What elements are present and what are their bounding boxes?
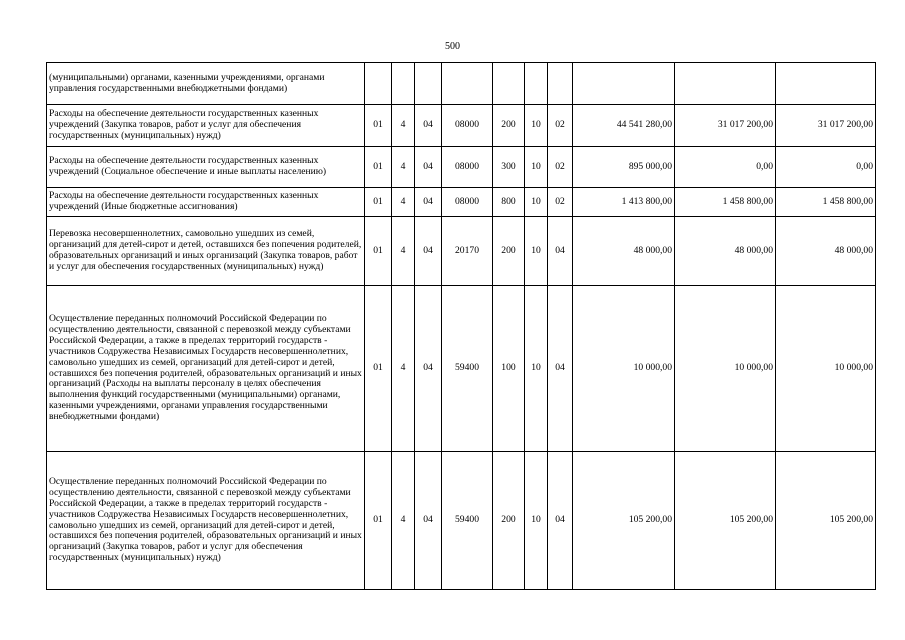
code-cell: 04 <box>548 217 573 286</box>
code-cell <box>525 63 548 105</box>
row-description: (муниципальными) органами, казенными учреждениями, органами управления государственными внебюджетными фондами) <box>47 63 365 105</box>
amount-cell: 1 413 800,00 <box>573 188 675 217</box>
code-cell: 04 <box>548 452 573 590</box>
amount-cell: 10 000,00 <box>776 286 876 452</box>
code-cell: 10 <box>525 217 548 286</box>
code-cell: 01 <box>365 147 392 188</box>
amount-cell <box>573 63 675 105</box>
amount-cell: 31 017 200,00 <box>675 105 776 147</box>
code-cell: 01 <box>365 105 392 147</box>
table-row <box>47 147 876 188</box>
code-cell: 04 <box>415 452 442 590</box>
code-cell: 300 <box>493 147 525 188</box>
code-cell <box>548 63 573 105</box>
amount-cell: 10 000,00 <box>675 286 776 452</box>
table-row <box>47 217 876 286</box>
code-cell: 02 <box>548 188 573 217</box>
code-cell: 4 <box>392 217 415 286</box>
code-cell: 04 <box>415 286 442 452</box>
code-cell: 4 <box>392 147 415 188</box>
code-cell: 10 <box>525 147 548 188</box>
code-cell: 01 <box>365 286 392 452</box>
amount-cell: 1 458 800,00 <box>776 188 876 217</box>
table-row <box>47 105 876 147</box>
code-cell: 10 <box>525 188 548 217</box>
code-cell: 4 <box>392 188 415 217</box>
code-cell: 04 <box>415 105 442 147</box>
budget-table <box>46 62 876 590</box>
code-cell: 10 <box>525 286 548 452</box>
code-cell: 04 <box>415 188 442 217</box>
code-cell: 10 <box>525 452 548 590</box>
amount-cell: 105 200,00 <box>675 452 776 590</box>
row-description: Расходы на обеспечение деятельности государственных казенных учреждений (Социальное обеспечение и иные выплаты населению) <box>47 147 365 188</box>
code-cell <box>392 63 415 105</box>
table-row <box>47 188 876 217</box>
code-cell: 10 <box>525 105 548 147</box>
table-row <box>47 452 876 590</box>
amount-cell: 105 200,00 <box>573 452 675 590</box>
row-description: Расходы на обеспечение деятельности государственных казенных учреждений (Закупка товаров, работ и услуг для обеспечения государственных (муниципальных) нужд) <box>47 105 365 147</box>
code-cell: 4 <box>392 105 415 147</box>
row-description: Осуществление переданных полномочий Российской Федерации по осуществлению деятельности, связанной с перевозкой между субъектами Российской Федерации, а также в пределах территорий государств - участников Содружества Независимых Государств несовершеннолетних, самовольно ушедших из семей, организаций для детей-сирот и детей, оставшихся без попечения родителей, образовательных организаций и иных организаций (Расходы на выплаты персоналу в целях обеспечения выполнения функций государственными (муниципальными) органами, казенными учреждениями, органами управления государственными внебюджетными фондами) <box>47 286 365 452</box>
amount-cell: 105 200,00 <box>776 452 876 590</box>
row-description: Расходы на обеспечение деятельности государственных казенных учреждений (Иные бюджетные ассигнования) <box>47 188 365 217</box>
amount-cell <box>675 63 776 105</box>
amount-cell: 48 000,00 <box>776 217 876 286</box>
code-cell <box>493 63 525 105</box>
amount-cell: 48 000,00 <box>675 217 776 286</box>
code-cell: 20170 <box>442 217 493 286</box>
code-cell: 4 <box>392 452 415 590</box>
code-cell: 01 <box>365 188 392 217</box>
row-description: Перевозка несовершеннолетних, самовольно ушедших из семей, организаций для детей-сирот и детей, оставшихся без попечения родителей, образовательных организаций и иных организаций (Закупка товаров, работ и услуг для обеспечения государственных (муниципальных) нужд) <box>47 217 365 286</box>
amount-cell: 48 000,00 <box>573 217 675 286</box>
code-cell <box>415 63 442 105</box>
code-cell: 04 <box>415 147 442 188</box>
table-row <box>47 286 876 452</box>
code-cell: 4 <box>392 286 415 452</box>
code-cell: 04 <box>415 217 442 286</box>
code-cell: 59400 <box>442 286 493 452</box>
amount-cell <box>776 63 876 105</box>
amount-cell: 895 000,00 <box>573 147 675 188</box>
code-cell: 01 <box>365 217 392 286</box>
page-number: 500 <box>445 41 460 52</box>
code-cell <box>442 63 493 105</box>
code-cell: 200 <box>493 217 525 286</box>
amount-cell: 10 000,00 <box>573 286 675 452</box>
code-cell: 04 <box>548 286 573 452</box>
table-row <box>47 63 876 105</box>
code-cell: 02 <box>548 147 573 188</box>
code-cell: 59400 <box>442 452 493 590</box>
code-cell: 08000 <box>442 105 493 147</box>
code-cell <box>365 63 392 105</box>
code-cell: 200 <box>493 105 525 147</box>
code-cell: 01 <box>365 452 392 590</box>
code-cell: 08000 <box>442 147 493 188</box>
amount-cell: 1 458 800,00 <box>675 188 776 217</box>
code-cell: 02 <box>548 105 573 147</box>
amount-cell: 0,00 <box>776 147 876 188</box>
code-cell: 200 <box>493 452 525 590</box>
code-cell: 08000 <box>442 188 493 217</box>
code-cell: 100 <box>493 286 525 452</box>
row-description: Осуществление переданных полномочий Российской Федерации по осуществлению деятельности, связанной с перевозкой между субъектами Российской Федерации, а также в пределах территорий государств - участников Содружества Независимых Государств несовершеннолетних, самовольно ушедших из семей, организаций для детей-сирот и детей, оставшихся без попечения родителей, образовательных организаций и иных организаций (Закупка товаров, работ и услуг для обеспечения государственных (муниципальных) нужд) <box>47 452 365 590</box>
code-cell: 800 <box>493 188 525 217</box>
amount-cell: 31 017 200,00 <box>776 105 876 147</box>
amount-cell: 44 541 280,00 <box>573 105 675 147</box>
amount-cell: 0,00 <box>675 147 776 188</box>
